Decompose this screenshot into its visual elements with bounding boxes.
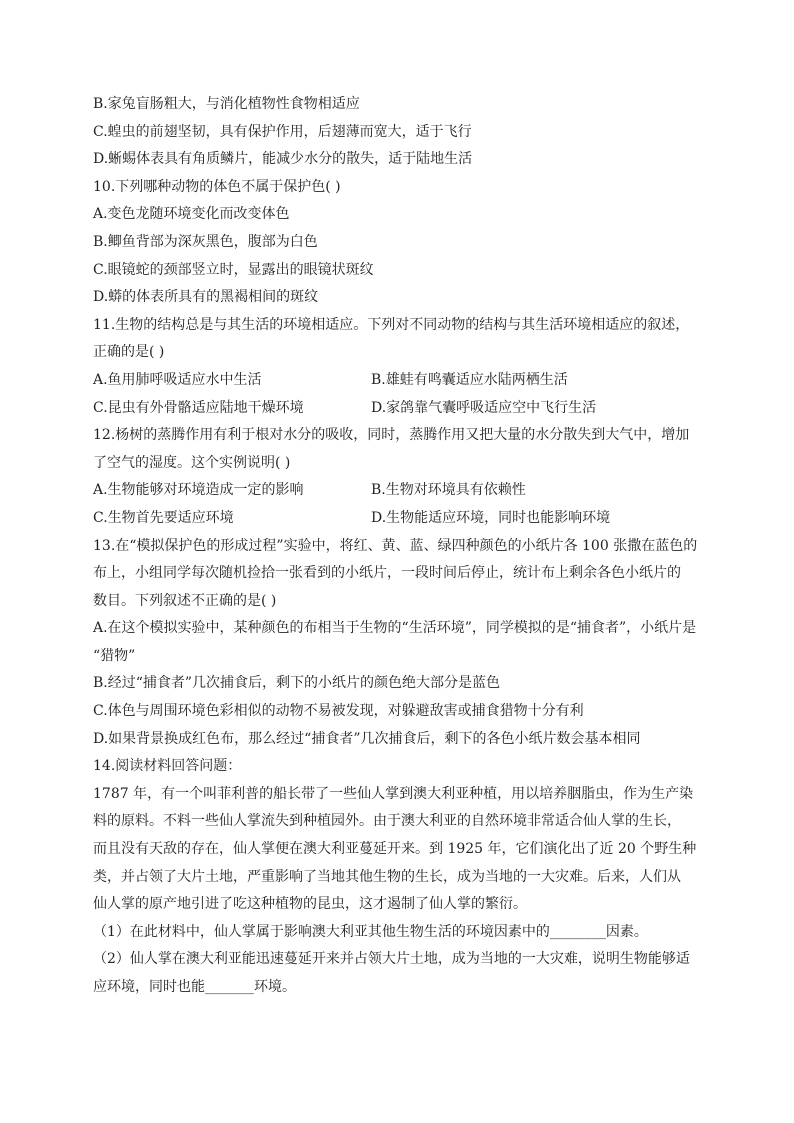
q14-passage-line2: 料的原料。不料一些仙人掌流失到种植园外。由于澳大利亚的自然环境非常适合仙人掌的生长， (93, 813, 681, 830)
q14-passage-line3: 而且没有天敌的存在，仙人掌便在澳大利亚蔓延开来。到 1925 年，它们演化出了近 20 个野生种 (93, 841, 697, 858)
q14-passage-line1: 1787 年，有一个叫菲利普的船长带了一些仙人掌到澳大利亚种植，用以培养胭脂虫，作为生产染 (93, 785, 694, 802)
q9-option-b: B.家兔盲肠粗大，与消化植物性食物相适应 (93, 96, 360, 112)
q13-stem-line1: 13.在“模拟保护色的形成过程”实验中，将红、黄、蓝、绿四种颜色的小纸片各 100 张撒在蓝色的 (93, 537, 698, 554)
q12-option-d: D.生物能适应环境，同时也能影响环境 (371, 509, 611, 526)
q14-passage-line5: 仙人掌的原产地引进了吃这种植物的昆虫，这才遏制了仙人掌的繁衍。 (93, 896, 527, 913)
q10-stem: 10.下列哪种动物的体色不属于保护色( ) (93, 178, 341, 195)
q14-subquestion-1: （1）在此材料中，仙人掌属于影响澳大利亚其他生物生活的环境因素中的________因素。 (93, 923, 648, 940)
q14-subquestion-2-line1: （2）仙人掌在澳大利亚能迅速蔓延开来并占领大片土地，成为当地的一大灾难，说明生物能够适 (93, 951, 690, 968)
q13-option-a-line2: “猎物” (93, 647, 136, 664)
q10-option-a: A.变色龙随环境变化而改变体色 (93, 206, 290, 223)
q12-option-b: B.生物对环境具有依赖性 (371, 482, 526, 499)
q13-option-c: C.体色与周围环境色彩相似的动物不易被发现，对躲避敌害或捕食猎物十分有利 (93, 703, 584, 720)
q12-options-row1 (93, 477, 704, 505)
q11-option-b: B.雄蛙有鸣囊适应水陆两栖生活 (371, 371, 568, 388)
q11-option-d: D.家鸽靠气囊呼吸适应空中飞行生活 (371, 399, 597, 416)
q12-stem-line2: 了空气的湿度。这个实例说明( ) (93, 454, 291, 471)
q13-option-a-line1: A.在这个模拟实验中，某种颜色的布相当于生物的“生活环境”，同学模拟的是“捕食者”，小纸片是 (93, 620, 697, 637)
q11-stem-line1: 11.生物的结构总是与其生活的环境相适应。下列对不同动物的结构与其生活环境相适应的叙述， (93, 316, 690, 333)
q9-option-d: D.蜥蜴体表具有角质鳞片，能减少水分的散失，适于陆地生活 (93, 151, 473, 168)
q13-stem-line2: 布上，小组同学每次随机捡拾一张看到的小纸片，一段时间后停止，统计布上剩余各色小纸片的 (93, 565, 681, 582)
q10-option-c: C.眼镜蛇的颈部竖立时，显露出的眼镜状斑纹 (93, 261, 374, 278)
q14-passage-line4: 类，并占领了大片土地，严重影响了当地其他生物的生长，成为当地的一大灾难。后来，人们从 (93, 868, 681, 885)
q11-options-row1 (93, 367, 704, 395)
q10-option-b: B.鲫鱼背部为深灰黑色，腹部为白色 (93, 233, 318, 250)
q12-option-a: A.生物能够对环境造成一定的影响 (93, 482, 304, 499)
q12-options-row2 (93, 505, 704, 533)
q11-options-row2 (93, 395, 704, 423)
q12-option-c: C.生物首先要适应环境 (93, 509, 234, 526)
q14-subquestion-2-line2: 应环境，同时也能_______环境。 (93, 979, 296, 995)
q10-option-d: D.蟒的体表所具有的黑褐相间的斑纹 (93, 289, 319, 306)
q13-option-d: D.如果背景换成红色布，那么经过“捕食者”几次捕食后，剩下的各色小纸片数会基本相同 (93, 730, 641, 747)
q13-stem-line3: 数目。下列叙述不正确的是( ) (93, 592, 277, 609)
q11-option-a: A.鱼用肺呼吸适应水中生活 (93, 371, 262, 388)
q9-option-c: C.蝗虫的前翅坚韧，具有保护作用，后翅薄而宽大，适于飞行 (93, 123, 472, 140)
q11-option-c: C.昆虫有外骨骼适应陆地干燥环境 (93, 399, 304, 416)
q12-stem-line1: 12.杨树的蒸腾作用有利于根对水分的吸收，同时，蒸腾作用又把大量的水分散失到大气中，增加 (93, 427, 690, 444)
q11-stem-line2: 正确的是( ) (93, 344, 165, 361)
q14-stem: 14.阅读材料回答问题： (93, 758, 242, 775)
q13-option-b: B.经过“捕食者”几次捕食后，剩下的小纸片的颜色绝大部分是蓝色 (93, 675, 501, 692)
